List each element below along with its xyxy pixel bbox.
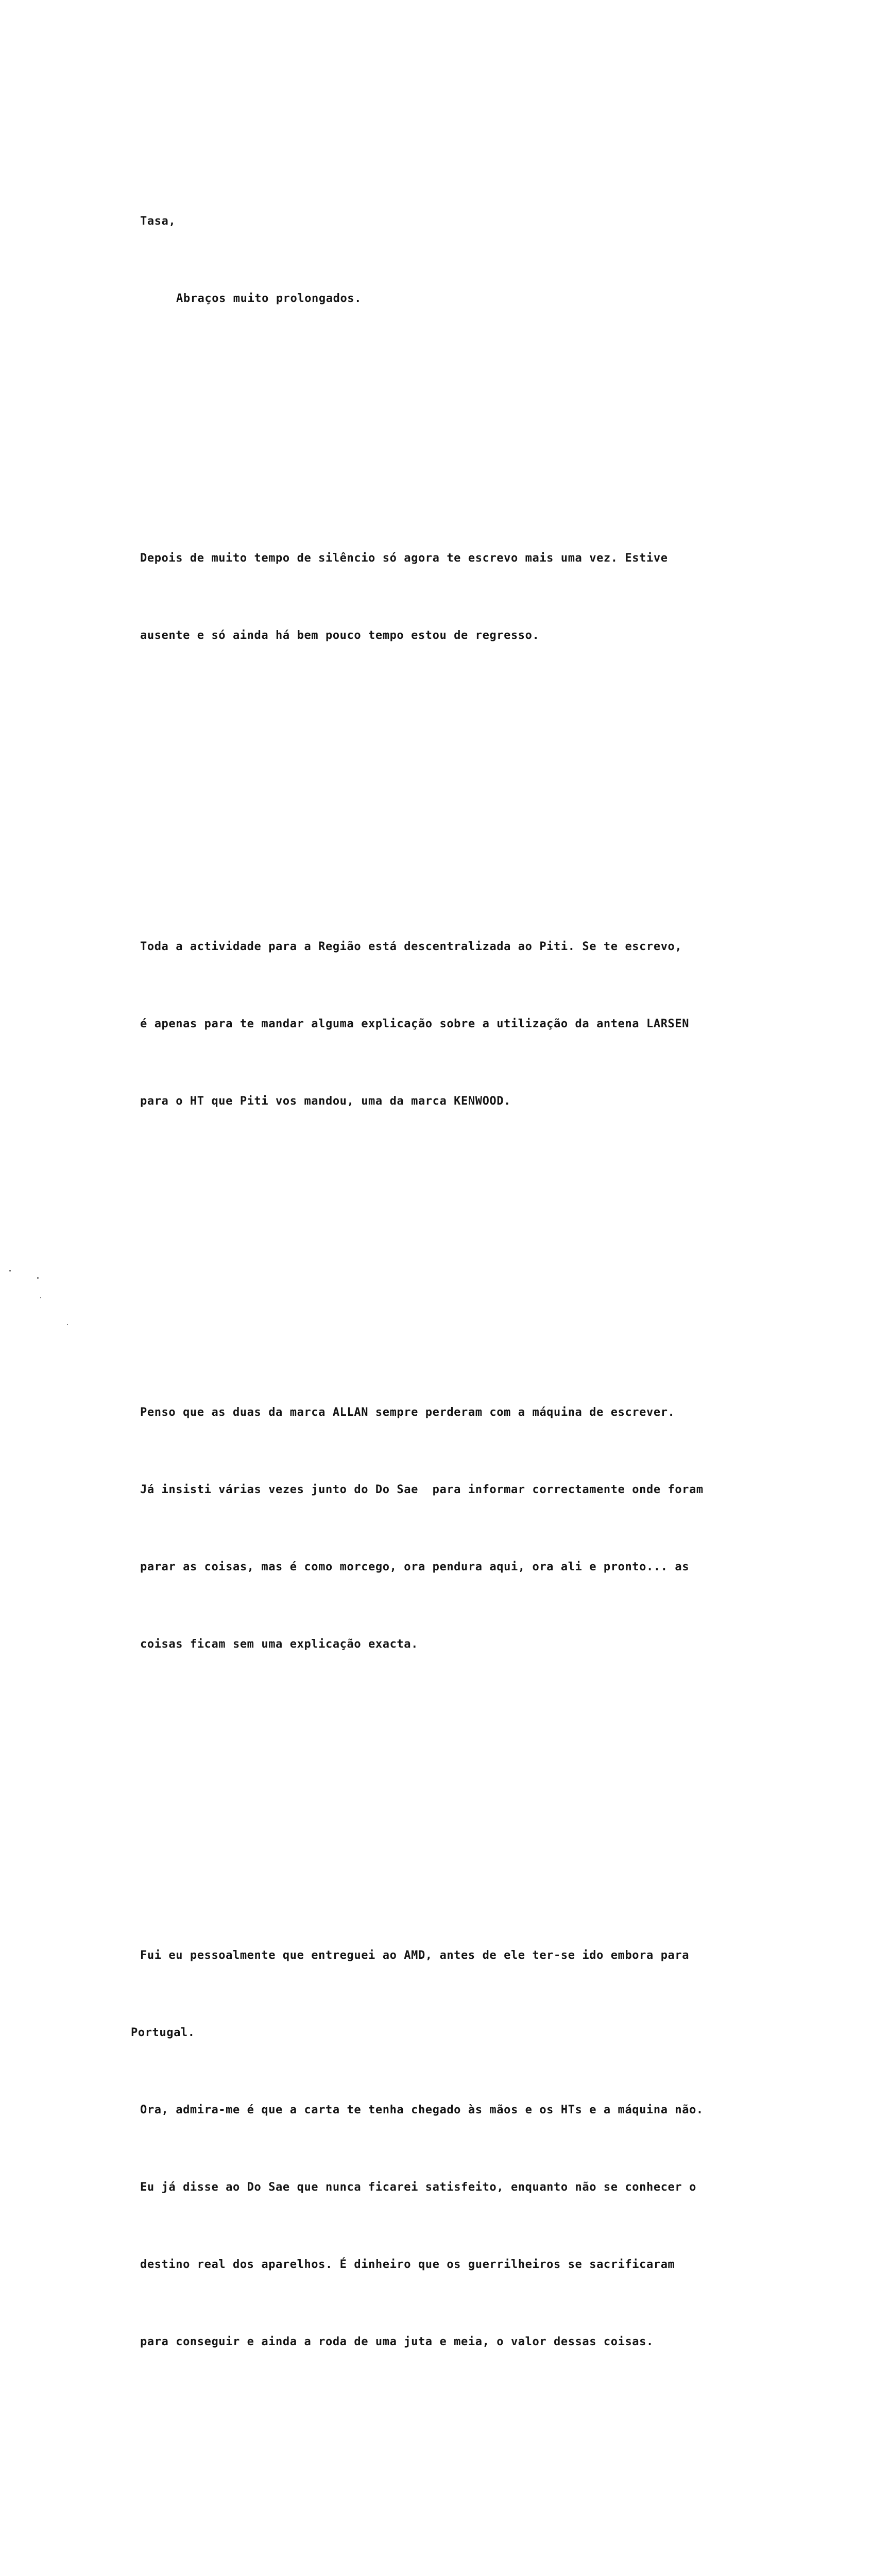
text-line: Penso que as duas da marca ALLAN sempre perderam com a máquina de escrever. (140, 1406, 675, 1419)
text-line: Ora, admira-me é que a carta te tenha chegado às mãos e os HTs e a máquina não. (140, 2104, 704, 2116)
text-line: parar as coisas, mas é como morcego, ora pendura aqui, ora ali e pronto... as (140, 1561, 690, 1573)
paragraph-activity (140, 883, 825, 1166)
scan-speck (9, 1270, 11, 1272)
text-line: destino real dos aparelhos. É dinheiro que os guerrilheiros se sacrificaram (140, 2258, 675, 2271)
text-line: Toda a actividade para a Região está descentralizada ao Piti. Se te escrevo, (140, 940, 682, 953)
text-line: para o HT que Piti vos mandou, uma da marca KENWOOD. (140, 1095, 511, 1108)
text-line: ausente e só ainda há bem pouco tempo estou de regresso. (140, 629, 540, 642)
text-line: Já insisti várias vezes junto do Do Sae para informar correctamente onde foram (140, 1483, 704, 1496)
paragraph-return (140, 494, 825, 700)
text-line: Eu já disse ao Do Sae que nunca ficarei satisfeito, enquanto não se conhecer o (140, 2181, 696, 2194)
spacer (140, 1786, 825, 1814)
spacer (140, 389, 825, 417)
spacer (140, 1243, 825, 1271)
spacer (140, 777, 825, 805)
paragraph-delivery (131, 1891, 825, 2406)
text-line: Portugal. (131, 2026, 195, 2039)
spacer (140, 2484, 825, 2512)
greeting: Abraços muito prolongados. (176, 292, 362, 305)
scan-speck (67, 1324, 68, 1325)
scan-speck (40, 1297, 41, 1298)
text-line: é apenas para te mandar alguma explicação sobre a utilização da antena LARSEN (140, 1018, 690, 1030)
text-line: Depois de muito tempo de silêncio só agora te escrevo mais uma vez. Estive (140, 552, 668, 565)
scan-specks (0, 1267, 155, 1329)
paragraph-allan (140, 1348, 825, 1709)
salutation: Tasa, (140, 215, 176, 228)
text-line: coisas ficam sem uma explicação exacta. (140, 1638, 418, 1651)
letter-body (131, 131, 825, 2576)
scan-speck (37, 1277, 39, 1279)
text-line: para conseguir e ainda a roda de uma juta e meia, o valor dessas coisas. (140, 2335, 654, 2348)
text-line: Fui eu pessoalmente que entreguei ao AMD, antes de ele ter-se ido embora para (140, 1949, 690, 1962)
